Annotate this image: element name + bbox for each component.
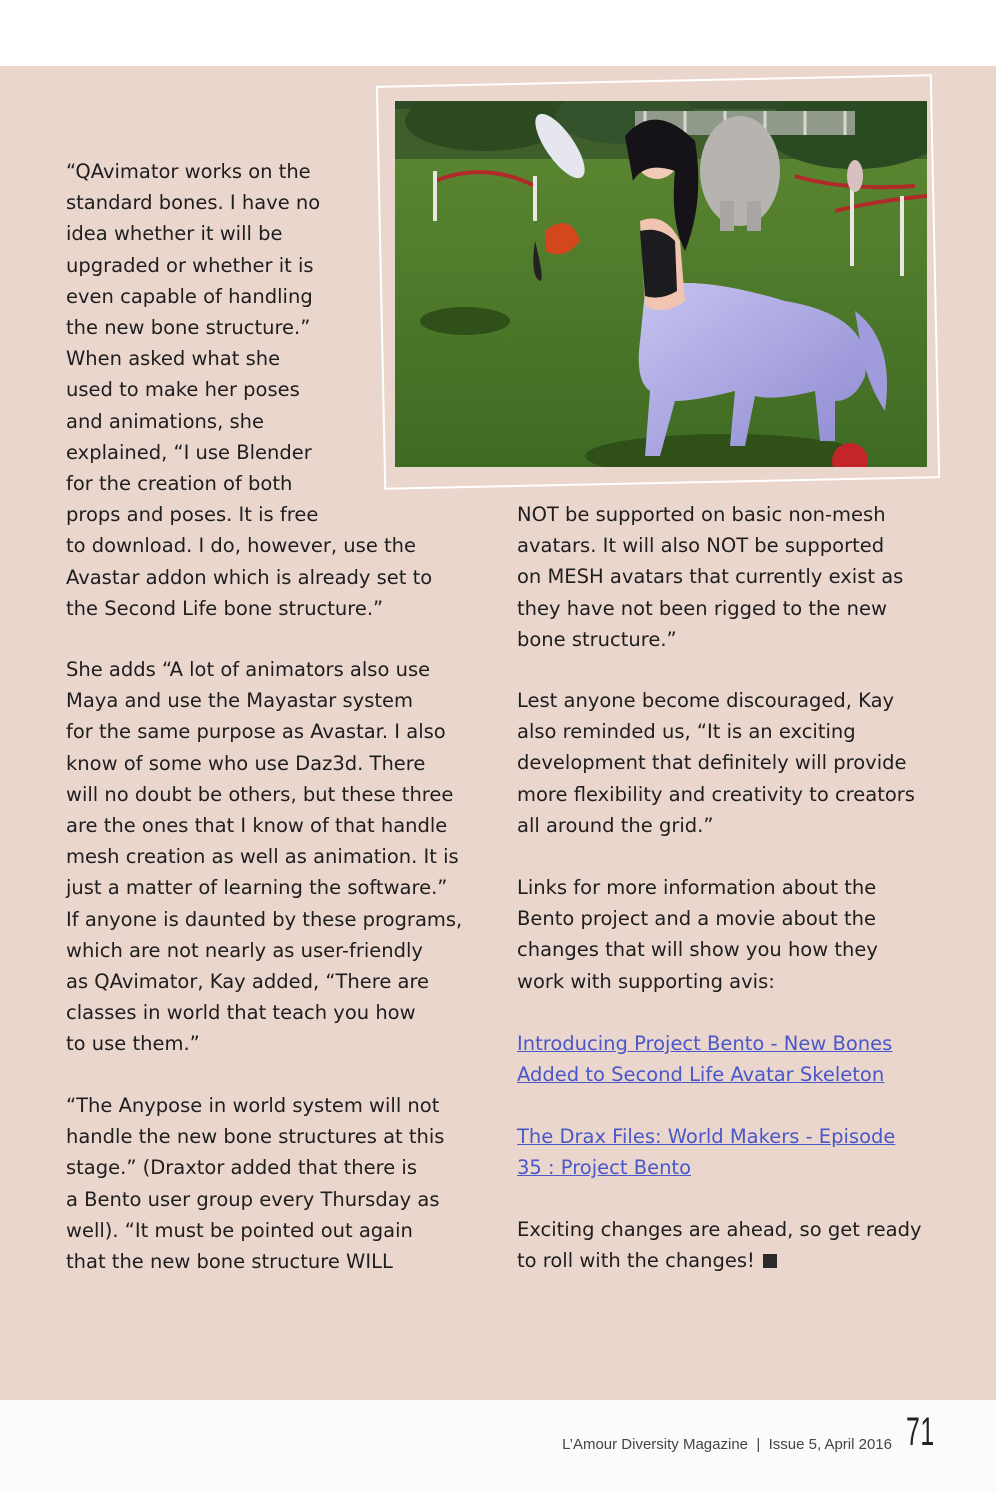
- column-2-paragraph-3: [517, 872, 878, 997]
- column-2-paragraph-2: [517, 685, 915, 841]
- text-line: just a matter of learning the software.”: [66, 876, 448, 900]
- text-line: also reminded us, “It is an exciting: [517, 720, 856, 744]
- text-line: more flexibility and creativity to creators: [517, 782, 915, 806]
- centaur-scene-illustration: [395, 101, 927, 467]
- closing-paragraph: [517, 1214, 922, 1276]
- text-line: that the new bone structure WILL: [66, 1250, 393, 1274]
- text-line: to download. I do, however, use the: [66, 534, 417, 558]
- text-line: and animations, she: [66, 409, 264, 433]
- text-line: Lest anyone become discouraged, Kay: [517, 689, 895, 712]
- text-line: props and poses. It is free: [66, 503, 319, 527]
- text-line: which are not nearly as user-friendly: [66, 938, 423, 962]
- link-text-line[interactable]: 35 : Project Bento: [517, 1156, 692, 1180]
- footer-magazine-issue: L’Amour Diversity Magazine | Issue 5, April 2016: [562, 1436, 892, 1453]
- text-line: handle the new bone structures at this: [66, 1125, 445, 1149]
- link-text-line[interactable]: Added to Second Life Avatar Skeleton: [517, 1063, 885, 1087]
- column-2-paragraph-1: [517, 499, 903, 655]
- text-line: are the ones that I know of that handle: [66, 814, 448, 838]
- text-line: the new bone structure.”: [66, 316, 311, 340]
- column-1-paragraph-3: [66, 1090, 444, 1277]
- text-line: mesh creation as well as animation. It is: [66, 845, 459, 869]
- text-line: all around the grid.”: [517, 813, 714, 837]
- text-line: idea whether it will be: [66, 222, 283, 246]
- text-line: When asked what she: [66, 347, 281, 371]
- text-line: Maya and use the Mayastar system: [66, 689, 413, 713]
- text-line: If anyone is daunted by these programs,: [66, 907, 463, 931]
- text-line: Avastar addon which is already set to: [66, 565, 433, 589]
- text-line: bone structure.”: [517, 627, 677, 651]
- article-photo: [395, 101, 927, 467]
- text-line: to use them.”: [66, 1032, 200, 1056]
- end-of-article-square-icon: [763, 1254, 777, 1268]
- text-line: they have not been rigged to the new: [517, 596, 887, 620]
- text-line: She adds “A lot of animators also use: [66, 658, 431, 681]
- text-line: as QAvimator, Kay added, “There are: [66, 970, 430, 994]
- text-line: explained, “I use Blender: [66, 440, 312, 464]
- text-line: even capable of handling: [66, 284, 313, 308]
- text-line: avatars. It will also NOT be supported: [517, 534, 885, 558]
- text-line: Bento project and a movie about the: [517, 907, 876, 931]
- text-line: Exciting changes are ahead, so get ready: [517, 1218, 922, 1241]
- link-text-line[interactable]: Introducing Project Bento - New Bones: [517, 1032, 893, 1055]
- text-line: standard bones. I have no: [66, 191, 321, 215]
- text-line: work with supporting avis:: [517, 969, 775, 993]
- text-line: development that definitely will provide: [517, 751, 907, 775]
- text-line: will no doubt be others, but these three: [66, 782, 454, 806]
- drax-files-link[interactable]: [517, 1121, 895, 1183]
- text-line: for the same purpose as Avastar. I also: [66, 720, 446, 744]
- text-line: classes in world that teach you how: [66, 1001, 416, 1025]
- text-line: used to make her poses: [66, 378, 300, 402]
- column-1-paragraph-1: [66, 156, 432, 624]
- text-line: Links for more information about the: [517, 876, 877, 899]
- text-line: the Second Life bone structure.”: [66, 596, 384, 620]
- text-line-with-endmark: [517, 1245, 922, 1276]
- text-line: upgraded or whether it is: [66, 253, 314, 277]
- page-number: 71: [906, 1410, 935, 1454]
- text-line: “The Anypose in world system will not: [66, 1094, 440, 1117]
- column-1-paragraph-2: [66, 654, 462, 1060]
- text-line: on MESH avatars that currently exist as: [517, 565, 904, 589]
- project-bento-link[interactable]: [517, 1028, 892, 1090]
- text-line: changes that will show you how they: [517, 938, 878, 962]
- text-line: “QAvimator works on the: [66, 160, 311, 183]
- text-line: stage.” (Draxtor added that there is: [66, 1156, 417, 1180]
- text-line: for the creation of both: [66, 472, 293, 496]
- text-line: a Bento user group every Thursday as: [66, 1187, 440, 1211]
- text-line: to roll with the changes!: [517, 1249, 755, 1273]
- text-line: well). “It must be pointed out again: [66, 1218, 413, 1242]
- link-text-line[interactable]: The Drax Files: World Makers - Episode: [517, 1125, 896, 1148]
- text-line: know of some who use Daz3d. There: [66, 751, 426, 775]
- text-line: NOT be supported on basic non-mesh: [517, 503, 886, 526]
